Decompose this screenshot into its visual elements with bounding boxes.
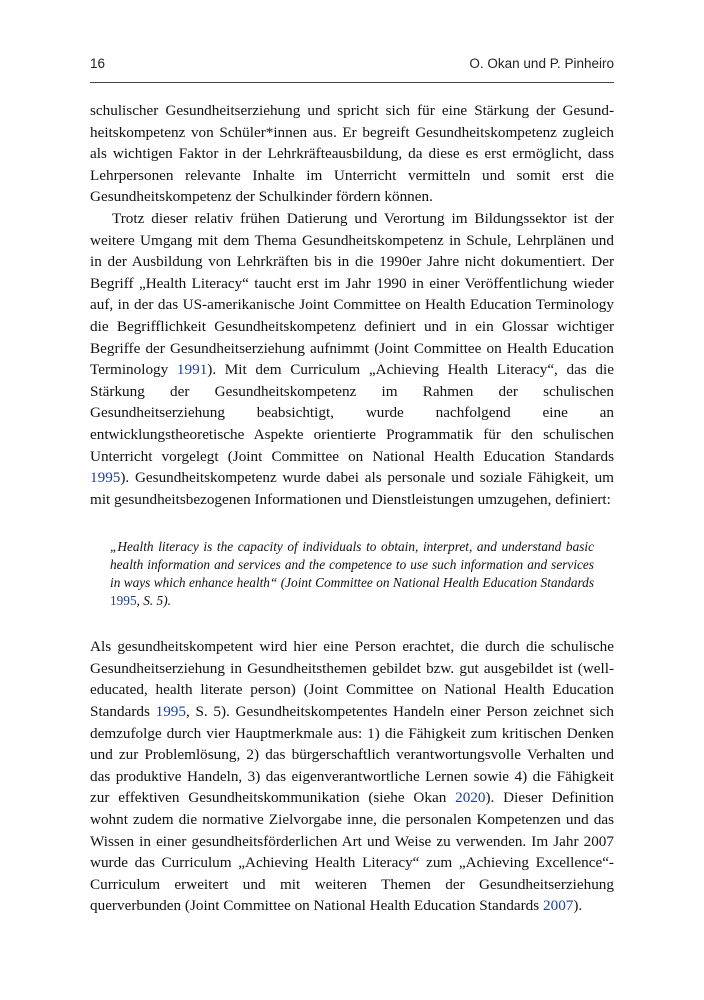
citation-link-1995[interactable]: 1995 bbox=[90, 469, 121, 487]
running-head: O. Okan und P. Pinheiro bbox=[469, 56, 614, 71]
citation-link-1995-b[interactable]: 1995 bbox=[155, 703, 186, 721]
header-rule bbox=[90, 82, 614, 83]
block-quote bbox=[110, 538, 594, 610]
paragraph-2-text-c: ). Gesundheitskompetenz wurde dabei als personale und soziale Fähigkeit, um mit gesundheitsbezogenen Informationen und Dienstleistungen umzugehen, definiert: bbox=[90, 469, 614, 508]
citation-link-1991[interactable]: 1991 bbox=[176, 361, 208, 379]
page-header bbox=[90, 56, 614, 78]
quote-citation-link-1995[interactable]: 1995 bbox=[110, 593, 137, 609]
paragraph-3-text-b: , S. 5). Gesundheitskompetentes Handeln einer Person zeichnet sich demzufolge durch vier Hauptmerkmale aus: 1) die Fähigkeit zum kritischen Denken und zur Problemlösung, 2) das bürgerschaftlich verantwortungsvolle Verhalten und das produktive Handeln, 3) das eigenverantwortliche Lernen sowie 4) die Fähigkeit zur effektiven Gesundheitskommunikation (siehe Okan bbox=[90, 703, 614, 807]
paragraph-2-text-a: Trotz dieser relativ frühen Datierung und Verortung im Bildungssektor ist der weitere Umgang mit dem Thema Gesundheitskompetenz in Schule, Lehrplänen und in der Ausbildung von Lehrkräften bis in die 1990er Jahre nicht dokumentiert. Der Begriff „Health Literacy“ taucht erst im Jahr 1990 in einer Veröffentlichung wieder auf, in der das US-amerikanische Joint Committee on Health Education Terminology die Begrifflichkeit Gesundheitskompetenz definiert und in ein Glossar wichtiger Begriffe der Gesundheitserziehung aufnimmt (Joint Committee on Health Education Terminology bbox=[90, 209, 614, 379]
paragraph-3-text-c: ). Dieser Definition wohnt zudem die normative Zielvorgabe inne, die personalen Kompetenzen und das Wissen in einer gesundheitsförderlichen Art und Weise zu verwenden. Im Jahr 2007 wurde das Curriculum „Achieving Health Literacy“ zum „Achieving Excellence“-Curriculum erweitert und mit weiteren Themen der Gesundheitserziehung querverbunden (Joint Committee on National Health Education Standards bbox=[90, 789, 615, 915]
paragraph-3-text-d: ). bbox=[573, 897, 583, 915]
quote-text-a: „Health literacy is the capacity of individuals to obtain, interpret, and understand basic health information and services and the competence to use such information and services in ways which enhance health“ (Joint Committee on National Health Education Standards bbox=[110, 539, 594, 591]
paragraph-2 bbox=[90, 208, 614, 510]
citation-link-2020[interactable]: 2020 bbox=[455, 789, 486, 807]
main-text bbox=[90, 100, 614, 917]
paragraph-2-text-b: ). Mit dem Curriculum „Achieving Health Literacy“, das die Stärkung der Gesundheitskompetenz im Rahmen der schulischen Gesundheitserziehung beabsichtigt, wurde nachfolgend eine an entwicklungstheoretische Aspekte orientierte Programmatik für den schulischen Unterricht vorgelegt (Joint Committee on National Health Education Standards bbox=[90, 361, 614, 465]
paragraph-3-text-a: Als gesundheitskompetent wird hier eine Person erachtet, die durch die schulische Gesundheitserziehung in Gesundheitsthemen gebildet bzw. gut ausgebildet ist (well-educated, health literate person) (Joint Committee on National Health Education Standards bbox=[90, 638, 614, 721]
citation-link-2007[interactable]: 2007 bbox=[543, 897, 574, 915]
paragraph-1-text: schulischer Gesundheitserziehung und spricht sich für eine Stärkung der Gesundheitskompetenz von Schüler*innen aus. Er begreift Gesundheitskompetenz zugleich als wichtigen Faktor in der Lehrkräfteausbildung, da diese es erst ermöglicht, dass Lehrpersonen relevante Inhalte im Unterricht vermitteln und somit erst die Gesundheitskompetenz der Schulkinder fördern können. bbox=[90, 102, 614, 206]
page-number: 16 bbox=[90, 56, 106, 71]
quote-text-b: , S. 5). bbox=[136, 593, 171, 609]
paragraph-1 bbox=[90, 100, 614, 208]
paragraph-3 bbox=[90, 636, 614, 917]
